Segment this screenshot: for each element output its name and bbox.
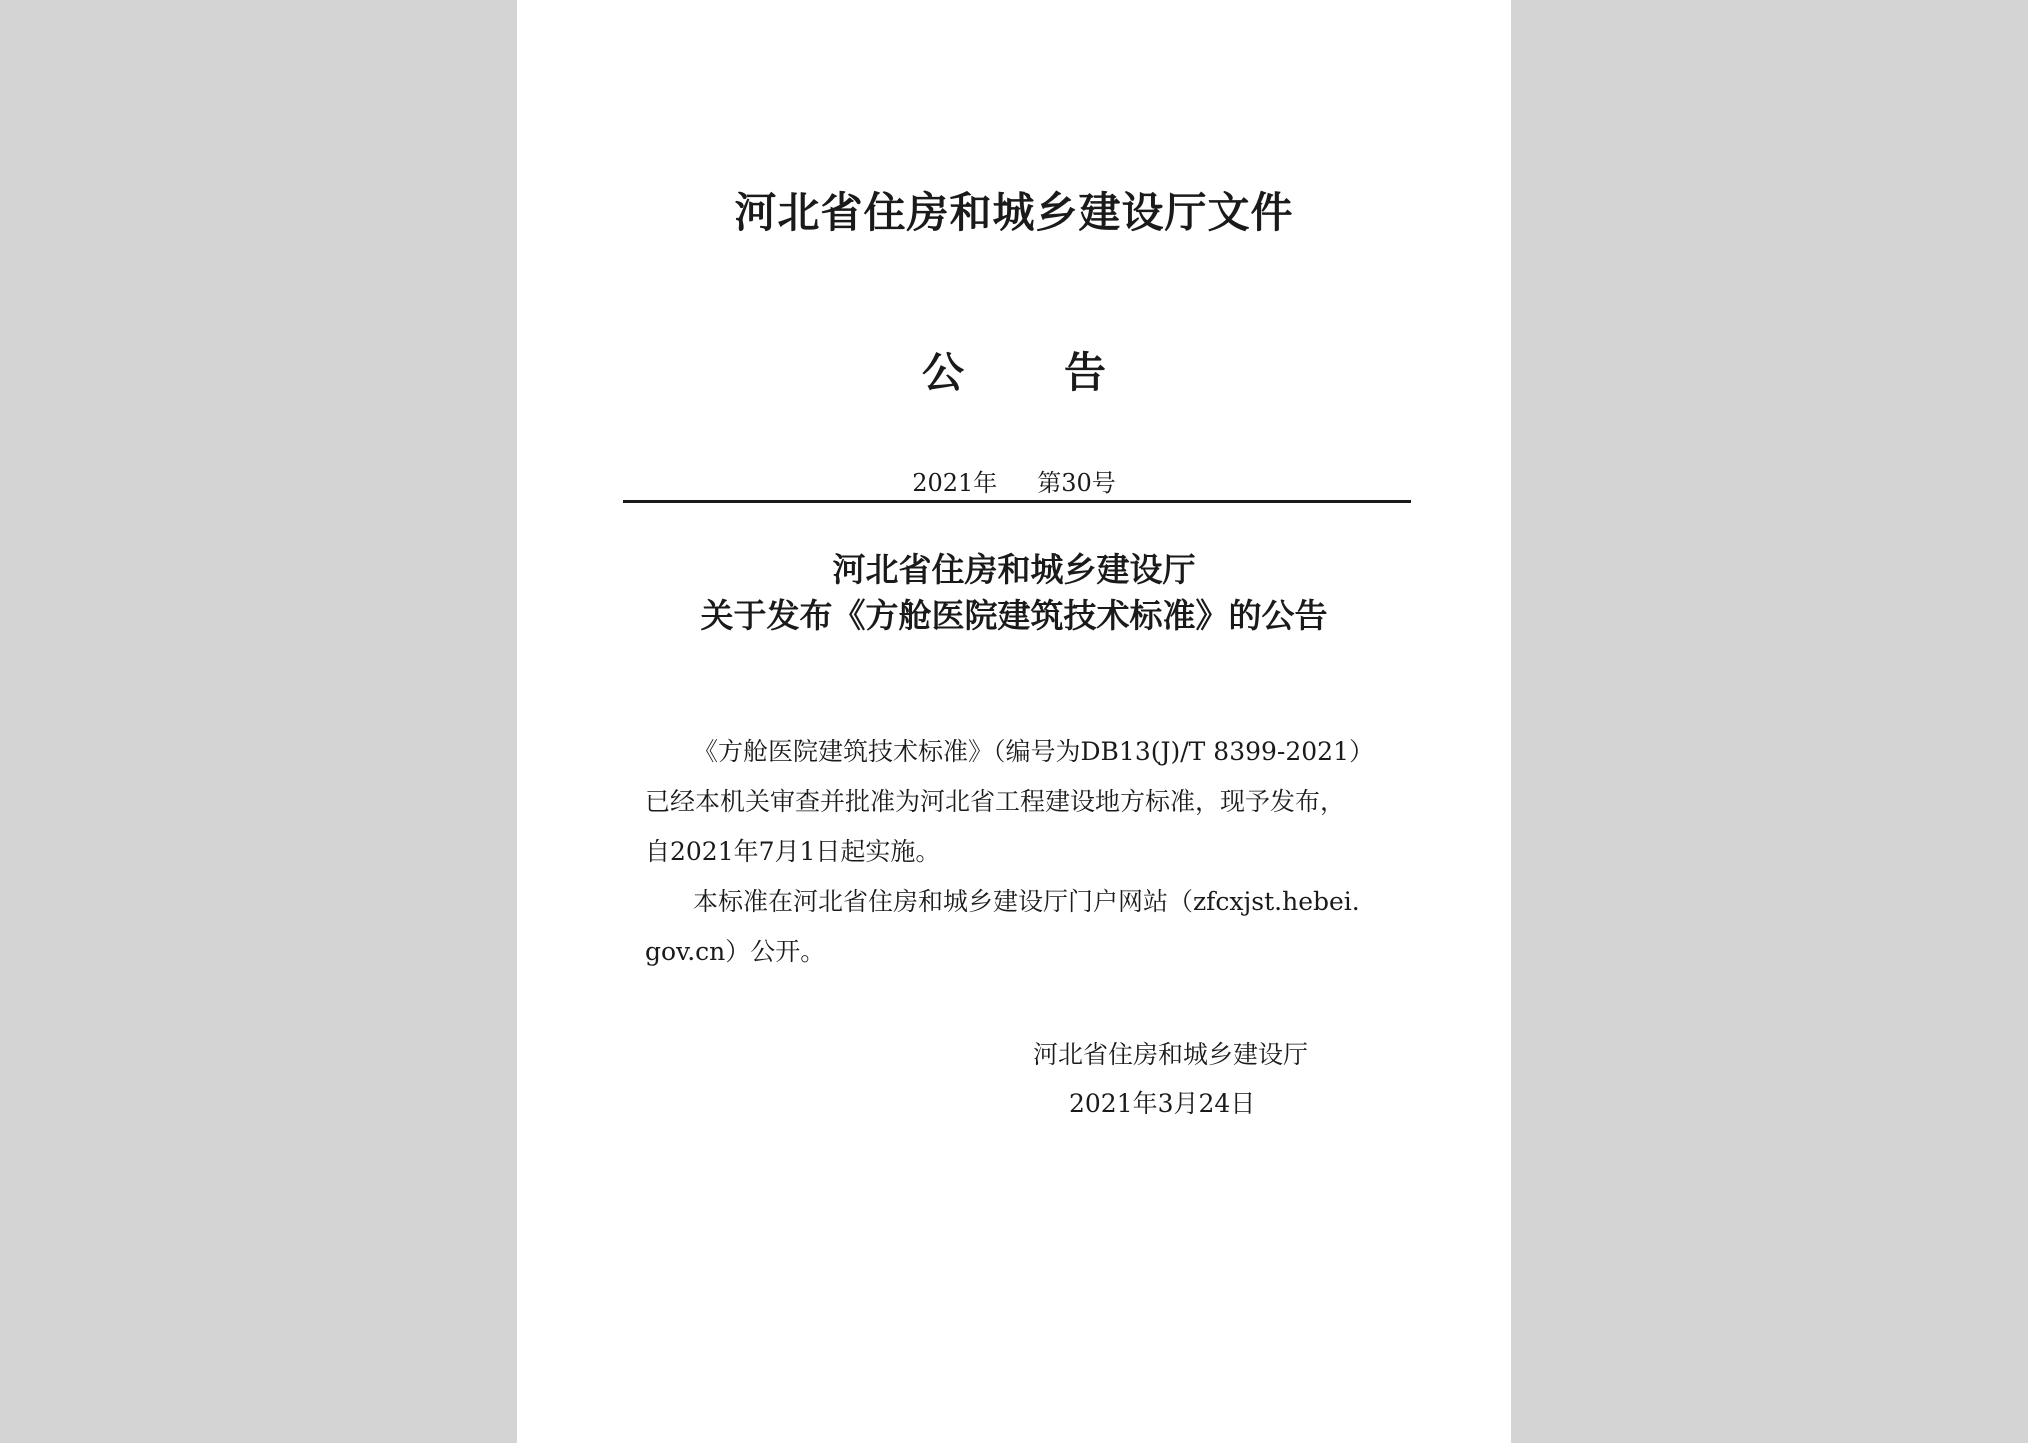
header-rule <box>623 500 1411 503</box>
document-number-no: 第30号 <box>1037 469 1116 497</box>
document-type: 公告 <box>921 348 1206 397</box>
body-line: 自2021年7月1日起实施。 <box>645 837 941 866</box>
document-header: 河北省住房和城乡建设厅文件 <box>734 188 1294 237</box>
signer: 河北省住房和城乡建设厅 <box>1033 1040 1309 1069</box>
document-number-year: 2021年 <box>912 469 998 497</box>
notice-title-line-2: 关于发布《方舱医院建筑技术标准》的公告 <box>700 596 1328 635</box>
body-line: 本标准在河北省住房和城乡建设厅门户网站（zfcxjst.hebei. <box>693 887 1360 916</box>
body-line: 已经本机关审查并批准为河北省工程建设地方标准，现予发布， <box>645 787 1346 816</box>
document-number <box>517 463 1511 498</box>
body-line: 《方舱医院建筑技术标准》（编号为DB13(J)/T 8399-2021） <box>693 737 1374 766</box>
notice-title-line-1: 河北省住房和城乡建设厅 <box>832 550 1196 589</box>
document-page <box>517 0 1511 1443</box>
sign-date: 2021年3月24日 <box>1069 1089 1256 1118</box>
body-line: gov.cn）公开。 <box>645 937 826 966</box>
